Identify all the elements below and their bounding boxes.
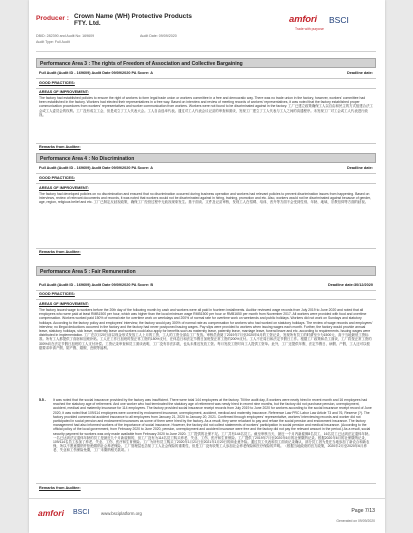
divider <box>36 88 376 89</box>
remarks-from-auditee: Remarks from Auditee: <box>39 486 81 490</box>
deadline-date: Deadline date: <box>347 71 373 75</box>
report-page <box>29 0 385 533</box>
deadline-date: Deadline date:30/12/2020 <box>328 283 373 287</box>
generated-date: Generated on 09/09/2020 <box>336 519 375 523</box>
good-practices-label: GOOD PRACTICES: <box>39 292 75 296</box>
good-practices-label: GOOD PRACTICES: <box>39 176 75 180</box>
audit-line: Full Audit (Audit ID - 169609) Audit Date 09/09/2020 PA Score: A <box>39 166 153 170</box>
divider <box>36 290 376 291</box>
areas-of-improvement-text: The factory had developed policies on no discrimination and ensured that no discrimination occurred during business operation and workers had relevant policies to prevent discrimination issues from happening. Based on interviews, review of relevant documents and records, it was noted that workers would not be discriminated against in hiring, training, promotion and etc. Also, workers would not be discriminated against because of gender, age, region, religious belief and etc. 工厂已制定反歧视政策，确保工厂经营过程中无歧视现象发生。基于面谈、文件及记录审核，发现工人在招聘、培训、晋升等方面不会受到性别、年龄、地域、宗教信仰等方面的歧视。 <box>39 192 371 205</box>
footer-amfori-logo: amfori <box>38 508 64 518</box>
areas-of-improvement-label: AREAS OF IMPROVEMENT: <box>39 302 89 306</box>
divider <box>36 183 376 184</box>
areas-of-improvement-text: The factory issued wage to workers before the 20th day of the following month by cash and workers were all paid in fourteen installments. Auditor reviewed wage records from July 2019 to June 2020 and noted that all employees who were paid at least RMB1500 per hour, which was higher than the local minimum wage RMB1500 per hour or RMB1650 per month from November 2017. All workers were provided with food and overtime compensation. Workers worked paid 150% of normal rate for overtime work on weekdays and 200% of normal rate for overtime work on weekends and public holidays. Workers did not work on Sundays and statutory holidays. According to the factory policy and employees' interview, the factory would pay 300% of normal rate as compensation for workers who had worked on statutory holidays. The review of wage records and employees' interview, no illegal deductions occurred in the factory and the factory had never postponed issuing wages. Pay slips were provided to workers when issuing wages each month. Further, the factory would provide annual leave, statutory holidays, sick leave, maternity leave and workers could also apply for benefits such as maternity leave, paternity leave, marriage leave, funeral leave and etc. according to requirements. Issuing wages were distributed in implementation. 工厂在次月20日前以现金形式发放工人上月的工资，工人的工资全部由工厂发放。审核员查阅了2019年7月至2020年6月的工资记录，发现所有员工的时薪至少为1500元，高于当地最低工资标准。所有工人都提供了食宿和加班补贴。工人在工作日加班时按正常工资的150%支付，在休息日和法定节假日加班按正常工资的200%支付。工人不在周日和法定节假日工作。根据工厂政策和员工面谈，工厂将按正常工资的300%向在法定节假日加班的工人支付补偿。工资记录审查和员工面谈表明，工厂没有非法扣款，也从未推迟发放工资。每月发放工资时向工人提供工资单。此外，工厂还提供年假、法定节假日、病假、产假，工人还可以根据要求申请产假、陪产假、婚假、丧假等福利。 <box>39 308 373 350</box>
producer-label: Producer : <box>36 15 69 22</box>
audit-date: Audit Date: 09/09/2020 <box>140 34 177 38</box>
finding-block <box>29 398 385 482</box>
section-title: Performance Area 3 : The rights of Freedom of Association and Collective Bargaining <box>40 61 243 67</box>
amfori-bsci-logo <box>289 12 375 36</box>
footer-bsci-logo: BSCI <box>73 509 90 516</box>
areas-of-improvement-text: The factory had established policies to ensure the right of workers to form legal trade union or workers committee in a free and democratic way. There was no trade union in the factory, however, workers' committee had been established in the factory. Workers had elected their representatives in a free way. Based on interview and review of meeting records of workers' representatives, it was noted that the factory established proper communication procedures from workers' representatives and worker communication from workers. Workers were not found to be discriminated against in the factory. 工厂已建立政策确保工人以自由和民主的方式组建合法工会或工人委员会的权利。工厂没有成立工会，但是成立了工人代表大会。工人自由选举代表。通过对工人代表会议记录的审查和面谈，发现工厂建立了工人代表与工人之间的沟通程序。未发现工厂对工会或工人代表进行歧视。 <box>39 96 373 117</box>
report-header <box>36 9 376 52</box>
good-practices-label: GOOD PRACTICES: <box>39 81 75 85</box>
logo-tagline: Trade with purpose <box>295 27 324 31</box>
audit-line: Full Audit (Audit ID - 169609) Audit Date 09/09/2020 PA Score: A <box>39 71 153 75</box>
bsci-logo-text: BSCI <box>329 15 349 25</box>
divider <box>36 78 376 79</box>
section-title: Performance Area 4 : No Discrimination <box>40 156 135 162</box>
audit-score-row <box>36 69 376 77</box>
finding-code: 5.5 - <box>39 398 46 402</box>
divider <box>36 143 376 144</box>
section-title-bar <box>36 153 376 163</box>
audit-line: Full Audit (Audit ID - 169609) Audit Date 09/09/2020 PA Score: B <box>39 283 154 287</box>
audit-score-row <box>36 281 376 289</box>
producer-name: Crown Name (WH) Protective Products FTY. Ltd. <box>74 13 192 28</box>
section-title-bar <box>36 266 376 276</box>
divider <box>36 248 376 249</box>
remarks-from-auditee: Remarks from Auditee: <box>39 250 81 254</box>
dbid-audit-no: DBID: 282390 and Audit No: 169609 <box>36 34 95 38</box>
finding-text: It was noted that the social insurance provided by the factory was insufficient. There were total 144 employees at the factory. Till the audit day, 8 workers were newly hired in recent month and 16 employees had reached the statutory age of retirement. And one worker who had terminated the statutory age of retirement was newly hired in recent nine months, but the factory did not purchase pension, unemployment, accident, medical and maternity insurance for 114 employees. The factory provided social insurance receipt records from July 2019 to June 2020 for workers according to the social insurance receipt record of June 2020, it was noted that 109/114 employees were covered by endowment insurance, unemployment, accident, medical and maternity insurance. Reference Law PRC Labor Law Article 73 and 76, Reserve (?). The factory provided commercial accident insurance to all employees from January 21, 2020 to January 20, 2021. Confirmed through employees' representative, workers' interviewing records and worker did not participated in social pension and endowment insurances as some of them were hired by the factory. As a result, they were reluctant to pay and refuse the social pension and endowment insurance. The factory management had also informed workers of the importance of social insurance. However, the factory did not collect statements of workers' participation in social pension and medical insurance. (According to the official policy of the local government, from February 2020 to June 2020, pension, unemployment and accident insurance were free and the factory did not pay the relevant amount in the period.) As a result, social security payment for workers was only made available from February 2020 to June 2020. 工厂提供的社保不足。工厂共有144名员工。截至审核当天，最近一个月内新雇佣8名员工，16名员工已达到法定退休年龄。一名已达到法定退休年龄的员工是最近九个月新雇佣的，但工厂没有为114名员工购买养老、失业、工伤、医疗和生育保险。工厂提供了2019年7月至2020年6月的社保缴纳记录。根据2020年6月的社保缴纳记录，109/114名员工参加了养老、失业、工伤、医疗和生育保险。工厂为所有员工购买了2020年1月21日至2021年1月20日的商业意外险。通过员工代表和员工面谈记录确认，部分员工因为是在当地参加了新农合和新农保，所以不愿意缴纳并拒绝缴纳社会养老保险。工厂管理层也告知了工人社会保险的重要性，但是工厂没有收集工人参加社会养老保险和医疗保险的声明。（根据当地政府的官方政策，2020年2月至2020年6月养老、失业和工伤保险免缴，工厂未缴纳相关款项。） <box>53 398 372 453</box>
audit-score-row <box>36 164 376 172</box>
deadline-date: Deadline date: <box>347 166 373 170</box>
section-title-bar <box>36 58 376 68</box>
page-number: Page 7/13 <box>351 508 375 514</box>
divider <box>36 299 376 300</box>
areas-of-improvement-label: AREAS OF IMPROVEMENT: <box>39 90 89 94</box>
areas-of-improvement-label: AREAS OF IMPROVEMENT: <box>39 186 89 190</box>
remarks-from-auditee: Remarks from Auditee: <box>39 145 81 149</box>
divider <box>36 173 376 174</box>
amfori-logo-text: amfori <box>289 14 317 25</box>
divider <box>36 483 376 484</box>
section-title: Performance Area 5 : Fair Remuneration <box>40 269 136 275</box>
footer-url-link[interactable]: www.bsciplatform.org <box>101 511 142 516</box>
report-footer <box>29 498 385 533</box>
audit-type: Audit Type: Full Audit <box>36 40 70 44</box>
